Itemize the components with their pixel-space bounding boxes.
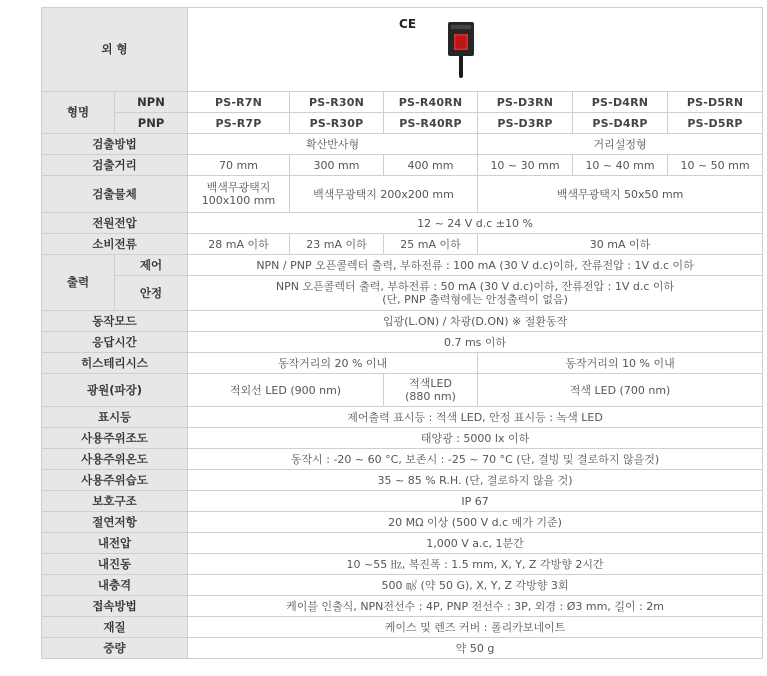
mode-row	[42, 311, 763, 332]
humidity-value: 35 ~ 85 % R.H. (단, 결로하지 않을 것)	[188, 470, 763, 491]
current-row	[42, 234, 763, 255]
npn-model-row	[42, 92, 763, 113]
light-source-c: 적색 LED (700 nm)	[478, 374, 763, 407]
illumination-label: 사용주위조도	[42, 428, 188, 449]
temperature-label: 사용주위온도	[42, 449, 188, 470]
detection-method-label: 검출방법	[42, 134, 188, 155]
response-value: 0.7 ms 이하	[188, 332, 763, 353]
npn-label: NPN	[115, 92, 188, 113]
model-label: 형명	[42, 92, 115, 134]
model-pnp-1: PS-R7P	[188, 113, 290, 134]
connection-row	[42, 596, 763, 617]
light-source-b	[384, 374, 478, 407]
indicator-row	[42, 407, 763, 428]
ce-mark: CE	[399, 17, 417, 31]
spec-table-wrapper	[41, 7, 763, 659]
mode-label: 동작모드	[42, 311, 188, 332]
output-label: 출력	[42, 255, 115, 311]
material-row	[42, 617, 763, 638]
current-b: 23 mA 이하	[290, 234, 384, 255]
appearance-row	[42, 8, 763, 92]
output-stable-cell	[188, 276, 763, 311]
output-stable-line2: (단, PNP 출력형에는 안정출력이 없음)	[382, 293, 568, 306]
pnp-label: PNP	[115, 113, 188, 134]
vibration-label: 내진동	[42, 554, 188, 575]
current-d: 30 mA 이하	[478, 234, 763, 255]
connection-label: 접속방법	[42, 596, 188, 617]
output-stable-line1: NPN 오픈콜렉터 출력, 부하전류 : 50 mA (30 V d.c)이하, 잔류전압 : 1V d.c 이하	[275, 280, 675, 293]
detection-distance-label: 검출거리	[42, 155, 188, 176]
target-label: 검출물체	[42, 176, 188, 213]
detection-distance-2: 300 mm	[290, 155, 384, 176]
target-c: 백색무광택지 50x50 mm	[478, 176, 763, 213]
spec-table	[41, 7, 763, 659]
response-label: 응답시간	[42, 332, 188, 353]
illumination-value: 태양광 : 5000 lx 이하	[188, 428, 763, 449]
material-value: 케이스 및 렌즈 커버 : 폴리카보네이트	[188, 617, 763, 638]
current-c: 25 mA 이하	[384, 234, 478, 255]
power-value: 12 ~ 24 V d.c ±10 %	[188, 213, 763, 234]
protection-row	[42, 491, 763, 512]
target-row	[42, 176, 763, 213]
detection-distance-6: 10 ~ 50 mm	[668, 155, 763, 176]
light-source-a: 적외선 LED (900 nm)	[188, 374, 384, 407]
insulation-label: 절연저항	[42, 512, 188, 533]
illumination-row	[42, 428, 763, 449]
indicator-value: 제어출력 표시등 : 적색 LED, 안정 표시등 : 녹색 LED	[188, 407, 763, 428]
hysteresis-row	[42, 353, 763, 374]
sensor-image	[448, 22, 474, 60]
light-source-label: 광원(파장)	[42, 374, 188, 407]
detection-distance-4: 10 ~ 30 mm	[478, 155, 573, 176]
model-pnp-5: PS-D4RP	[573, 113, 668, 134]
withstand-value: 1,000 V a.c, 1분간	[188, 533, 763, 554]
shock-row	[42, 575, 763, 596]
hysteresis-b: 동작거리의 10 % 이내	[478, 353, 763, 374]
model-npn-4: PS-D3RN	[478, 92, 573, 113]
output-control-row	[42, 255, 763, 276]
output-stable-label: 안정	[115, 276, 188, 311]
model-npn-1: PS-R7N	[188, 92, 290, 113]
current-a: 28 mA 이하	[188, 234, 290, 255]
model-npn-2: PS-R30N	[290, 92, 384, 113]
power-row	[42, 213, 763, 234]
mode-value: 입광(L.ON) / 차광(D.ON) ※ 절환동작	[188, 311, 763, 332]
target-b: 백색무광택지 200x200 mm	[290, 176, 478, 213]
withstand-label: 내전압	[42, 533, 188, 554]
insulation-row	[42, 512, 763, 533]
light-source-b-line2: (880 nm)	[405, 390, 456, 403]
model-pnp-4: PS-D3RP	[478, 113, 573, 134]
detection-distance-1: 70 mm	[188, 155, 290, 176]
hysteresis-label: 히스테리시스	[42, 353, 188, 374]
vibration-row	[42, 554, 763, 575]
appearance-cell	[188, 8, 763, 92]
hysteresis-a: 동작거리의 20 % 이내	[188, 353, 478, 374]
output-control-label: 제어	[115, 255, 188, 276]
temperature-value: 동작시 : -20 ~ 60 °C, 보존시 : -25 ~ 70 °C (단, 결빙 및 결로하지 않을것)	[188, 449, 763, 470]
target-a: 백색무광택지 100x100 mm	[188, 176, 290, 213]
detection-distance-row	[42, 155, 763, 176]
weight-label: 중량	[42, 638, 188, 659]
protection-value: IP 67	[188, 491, 763, 512]
vibration-value: 10 ~55 ㎐, 복진폭 : 1.5 mm, X, Y, Z 각방향 2시간	[188, 554, 763, 575]
shock-label: 내충격	[42, 575, 188, 596]
shock-value: 500 ㎨ (약 50 G), X, Y, Z 각방향 3회	[188, 575, 763, 596]
detection-distance-3: 400 mm	[384, 155, 478, 176]
model-npn-6: PS-D5RN	[668, 92, 763, 113]
humidity-row	[42, 470, 763, 491]
pnp-model-row	[42, 113, 763, 134]
model-npn-3: PS-R40RN	[384, 92, 478, 113]
response-row	[42, 332, 763, 353]
indicator-label: 표시등	[42, 407, 188, 428]
light-source-row	[42, 374, 763, 407]
connection-value: 케이블 인출식, NPN전선수 : 4P, PNP 전선수 : 3P, 외경 : Ø3 mm, 길이 : 2m	[188, 596, 763, 617]
output-control-value: NPN / PNP 오픈콜렉터 출력, 부하전류 : 100 mA (30 V d.c)이하, 잔류전압 : 1V d.c 이하	[188, 255, 763, 276]
detection-method-bgs: 거리설정형	[478, 134, 763, 155]
appearance-label: 외 형	[42, 8, 188, 92]
product-photo-area	[188, 8, 762, 91]
power-label: 전원전압	[42, 213, 188, 234]
model-pnp-2: PS-R30P	[290, 113, 384, 134]
withstand-row	[42, 533, 763, 554]
temperature-row	[42, 449, 763, 470]
weight-row	[42, 638, 763, 659]
detection-method-row	[42, 134, 763, 155]
weight-value: 약 50 g	[188, 638, 763, 659]
humidity-label: 사용주위습도	[42, 470, 188, 491]
protection-label: 보호구조	[42, 491, 188, 512]
model-pnp-6: PS-D5RP	[668, 113, 763, 134]
output-stable-row	[42, 276, 763, 311]
detection-method-diffuse: 확산반사형	[188, 134, 478, 155]
current-label: 소비전류	[42, 234, 188, 255]
insulation-value: 20 MΩ 이상 (500 V d.c 메가 기준)	[188, 512, 763, 533]
detection-distance-5: 10 ~ 40 mm	[573, 155, 668, 176]
model-npn-5: PS-D4RN	[573, 92, 668, 113]
light-source-b-line1: 적색LED	[409, 377, 452, 390]
model-pnp-3: PS-R40RP	[384, 113, 478, 134]
material-label: 재질	[42, 617, 188, 638]
